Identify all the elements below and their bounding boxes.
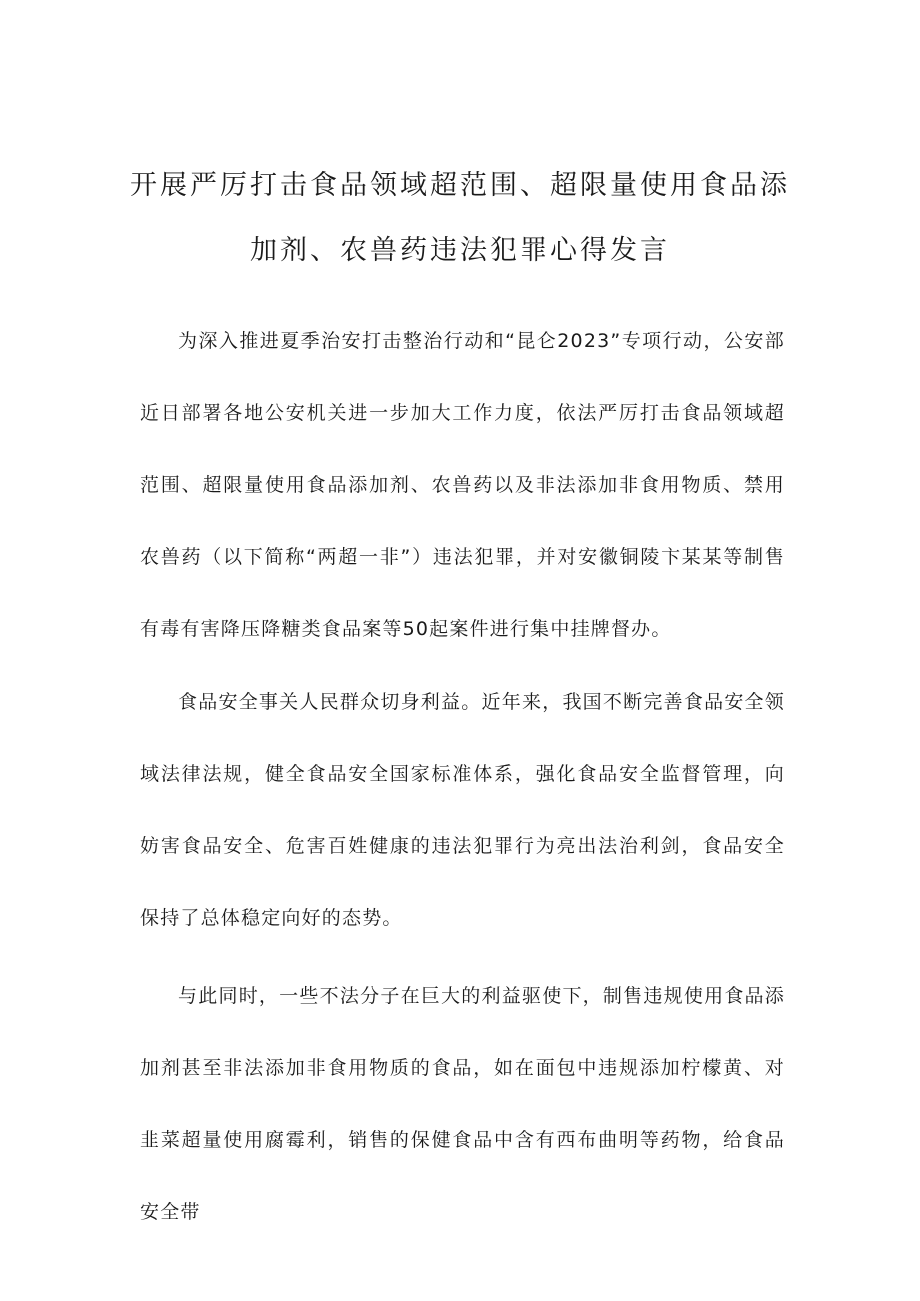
paragraph: 食品安全事关人民群众切身利益。近年来，我国不断完善食品安全领域法律法规，健全食品安全国家标准体系，强化食品安全监督管理，向妨害食品安全、危害百姓健康的违法犯罪行为亮出法治利剑，食品安全保持了总体稳定向好的态势。 <box>140 691 785 929</box>
paragraph: 与此同时，一些不法分子在巨大的利益驱使下，制售违规使用食品添加剂甚至非法添加非食用物质的食品，如在面包中违规添加柠檬黄、对韭菜超量使用腐霉利，销售的保健食品中含有西布曲明等药物，给食品安全带 <box>140 985 785 1223</box>
document-title-line-2: 加剂、农兽药违法犯罪心得发言 <box>250 235 670 266</box>
paragraph: 为深入推进夏季治安打击整治行动和“昆仑2023”专项行动，公安部近日部署各地公安机关进一步加大工作力度，依法严厉打击食品领域超范围、超限量使用食品添加剂、农兽药以及非法添加非食用物质、禁用农兽药（以下简称“两超一非”）违法犯罪，并对安徽铜陵卞某某等制售有毒有害降压降糖类食品案等50起案件进行集中挂牌督办。 <box>140 330 785 640</box>
document-title-line-1: 开展严厉打击食品领域超范围、超限量使用食品添 <box>130 170 790 201</box>
